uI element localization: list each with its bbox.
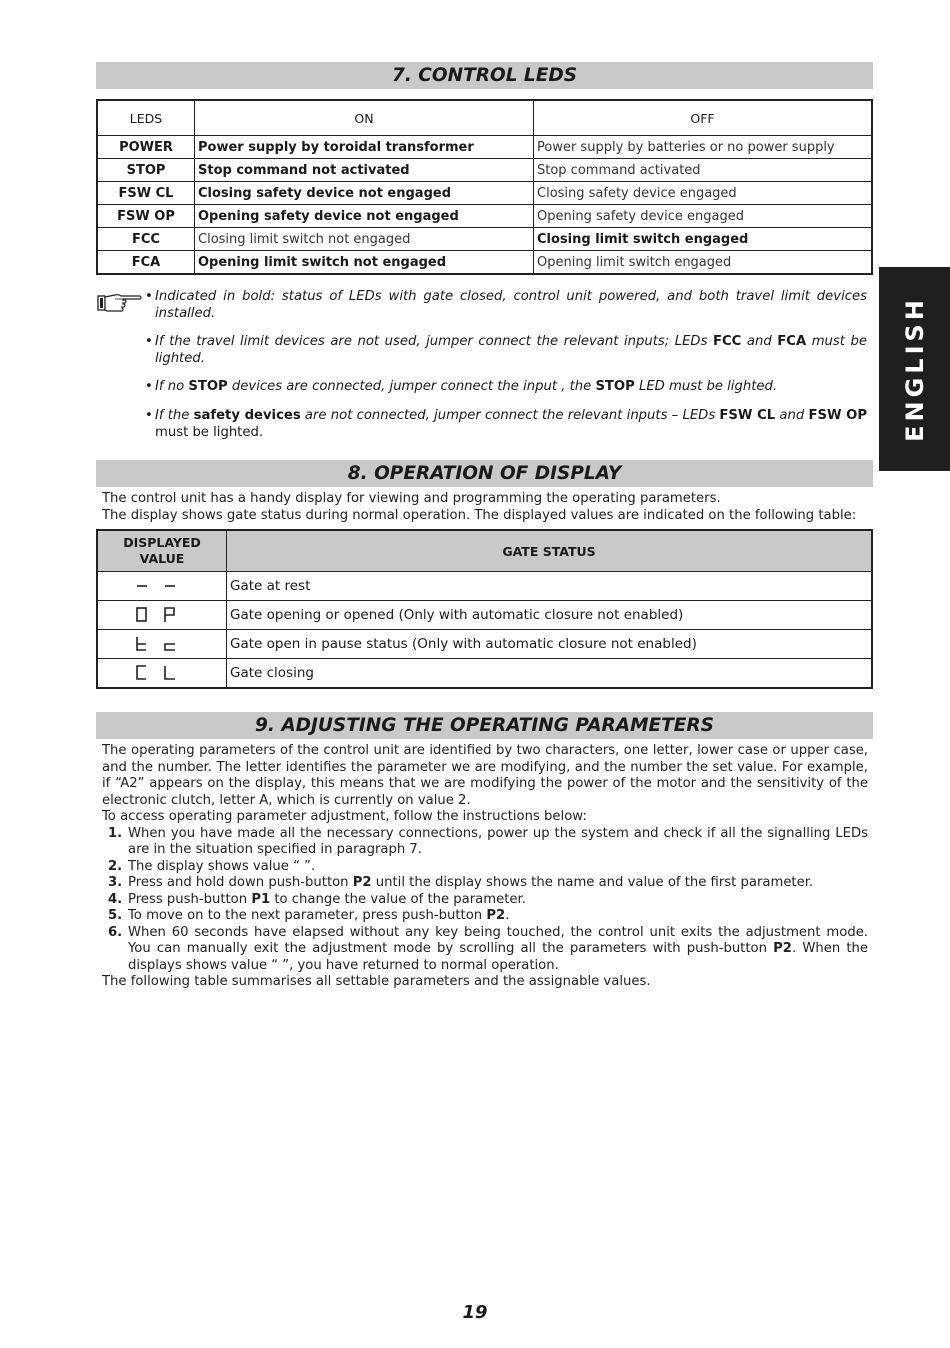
list-item: 4. Press push-button P1 to change the value of the parameter.	[108, 891, 526, 907]
table-row	[97, 136, 872, 159]
note-text: Indicated in bold: status of LEDs with gate closed, control unit powered, and both travel limit devices installed.	[155, 289, 867, 321]
note-item: • If the travel limit devices are not used, jumper connect the relevant inputs; LEDs FCC and FCA must be lighted.	[145, 334, 867, 366]
led-off-status: Stop command activated	[534, 159, 873, 182]
led-off-status: Opening safety device engaged	[534, 205, 873, 228]
led-on-status: Closing limit switch not engaged	[195, 228, 534, 251]
gate-status: Gate closing	[227, 659, 873, 689]
table-row	[97, 182, 872, 205]
note-item: • Indicated in bold: status of LEDs with gate closed, control unit powered, and both travel limit devices installed.	[145, 289, 867, 321]
intro-line: The display shows gate status during normal operation. The displayed values are indicated on the following table:	[102, 507, 857, 523]
seven-segment-op-icon	[133, 607, 191, 623]
table-row	[97, 251, 872, 275]
paragraph: The operating parameters of the control unit are identified by two characters, one letter, lower case or upper case, and the number. The letter identifies the parameter we are modifying, and the number the set value. For example, if “A2” appears on the display, this means that we are modifying the power of the motor and the sensitivity of the electronic clutch, letter A, which is currently on value 2.	[102, 743, 868, 808]
led-on-status: Opening limit switch not engaged	[195, 251, 534, 275]
note-text: If no STOP devices are connected, jumper connect the input , the STOP LED must be lighted.	[155, 379, 778, 394]
display-value-pause	[97, 630, 227, 659]
led-name: FCC	[97, 228, 195, 251]
pointing-hand-icon	[97, 290, 143, 314]
table-row	[97, 159, 872, 182]
table-row	[97, 601, 872, 630]
note-item: • If the safety devices are not connected, jumper connect the relevant inputs – LEDs FSW CL and FSW OP must be lighted.	[145, 408, 868, 440]
display-value-rest	[97, 572, 227, 601]
header-off: OFF	[534, 100, 873, 136]
table-row	[97, 228, 872, 251]
language-label: ENGLISH	[900, 296, 929, 442]
led-name: STOP	[97, 159, 195, 182]
led-on-status: Stop command not activated	[195, 159, 534, 182]
table-header-row	[97, 530, 872, 572]
control-leds-table	[96, 99, 873, 275]
display-values-table	[96, 529, 873, 689]
steps-list	[102, 826, 868, 975]
note-text: If the safety devices are not connected, jumper connect the relevant inputs – LEDs FSW CL and FSW OP must be lighted.	[155, 408, 868, 440]
list-item: 6. When 60 seconds have elapsed without any key being touched, the control unit exits the adjustment mode. You can manually exit the adjustment mode by scrolling all the parameters with push-button P2. When the displays shows value “ ”, you have returned to normal operation.	[108, 924, 869, 973]
led-off-status: Power supply by batteries or no power supply	[534, 136, 873, 159]
led-name: FSW OP	[97, 205, 195, 228]
list-item: 5. To move on to the next parameter, press push-button P2.	[108, 908, 510, 923]
led-off-status: Opening limit switch engaged	[534, 251, 873, 275]
table-header-row	[97, 100, 872, 136]
adjusting-parameters-text	[102, 743, 868, 991]
led-off-status: Closing limit switch engaged	[534, 228, 873, 251]
list-item: 3. Press and hold down push-button P2 until the display shows the name and value of the first parameter.	[108, 875, 814, 890]
gate-status: Gate open in pause status (Only with automatic closure not enabled)	[227, 630, 873, 659]
gate-status: Gate at rest	[227, 572, 873, 601]
led-on-status: Closing safety device not engaged	[195, 182, 534, 205]
list-item: 1. When you have made all the necessary connections, power up the system and check if all the signalling LEDs are in the situation specified in paragraph 7.	[108, 825, 868, 857]
table-row	[97, 205, 872, 228]
led-name: FSW CL	[97, 182, 195, 205]
seven-segment-tc-icon	[133, 636, 191, 652]
led-off-status: Closing safety device engaged	[534, 182, 873, 205]
table-row	[97, 659, 872, 689]
section-7-title: 7. CONTROL LEDS	[96, 62, 873, 89]
paragraph: To access operating parameter adjustment, follow the instructions below:	[102, 809, 587, 824]
header-on: ON	[195, 100, 534, 136]
note-item: • If no STOP devices are connected, jumper connect the input , the STOP LED must be lighted.	[145, 379, 867, 396]
note-text: If the travel limit devices are not used, jumper connect the relevant inputs; LEDs FCC and FCA must be lighted.	[155, 334, 867, 366]
intro-line: The control unit has a handy display for viewing and programming the operating parameters.	[102, 491, 721, 506]
paragraph: The following table summarises all settable parameters and the assignable values.	[102, 974, 651, 989]
seven-segment-dashes-icon	[133, 578, 191, 594]
seven-segment-cl-icon	[133, 665, 191, 681]
led-on-status: Power supply by toroidal transformer	[195, 136, 534, 159]
language-side-tab	[879, 267, 950, 471]
display-value-closing	[97, 659, 227, 689]
table-row	[97, 572, 872, 601]
led-name: FCA	[97, 251, 195, 275]
header-leds: LEDS	[97, 100, 195, 136]
page-number: 19	[462, 1302, 488, 1323]
table-row	[97, 630, 872, 659]
gate-status: Gate opening or opened (Only with automatic closure not enabled)	[227, 601, 873, 630]
led-name: POWER	[97, 136, 195, 159]
list-item: 2. The display shows value “ ”.	[108, 858, 316, 874]
header-gate-status: GATE STATUS	[227, 530, 873, 572]
header-displayed-value: DISPLAYED VALUE	[97, 530, 227, 572]
section-9-title: 9. ADJUSTING THE OPERATING PARAMETERS	[96, 712, 873, 739]
display-value-opening	[97, 601, 227, 630]
section-8-title: 8. OPERATION OF DISPLAY	[96, 460, 873, 487]
display-intro	[102, 491, 868, 524]
led-on-status: Opening safety device not engaged	[195, 205, 534, 228]
